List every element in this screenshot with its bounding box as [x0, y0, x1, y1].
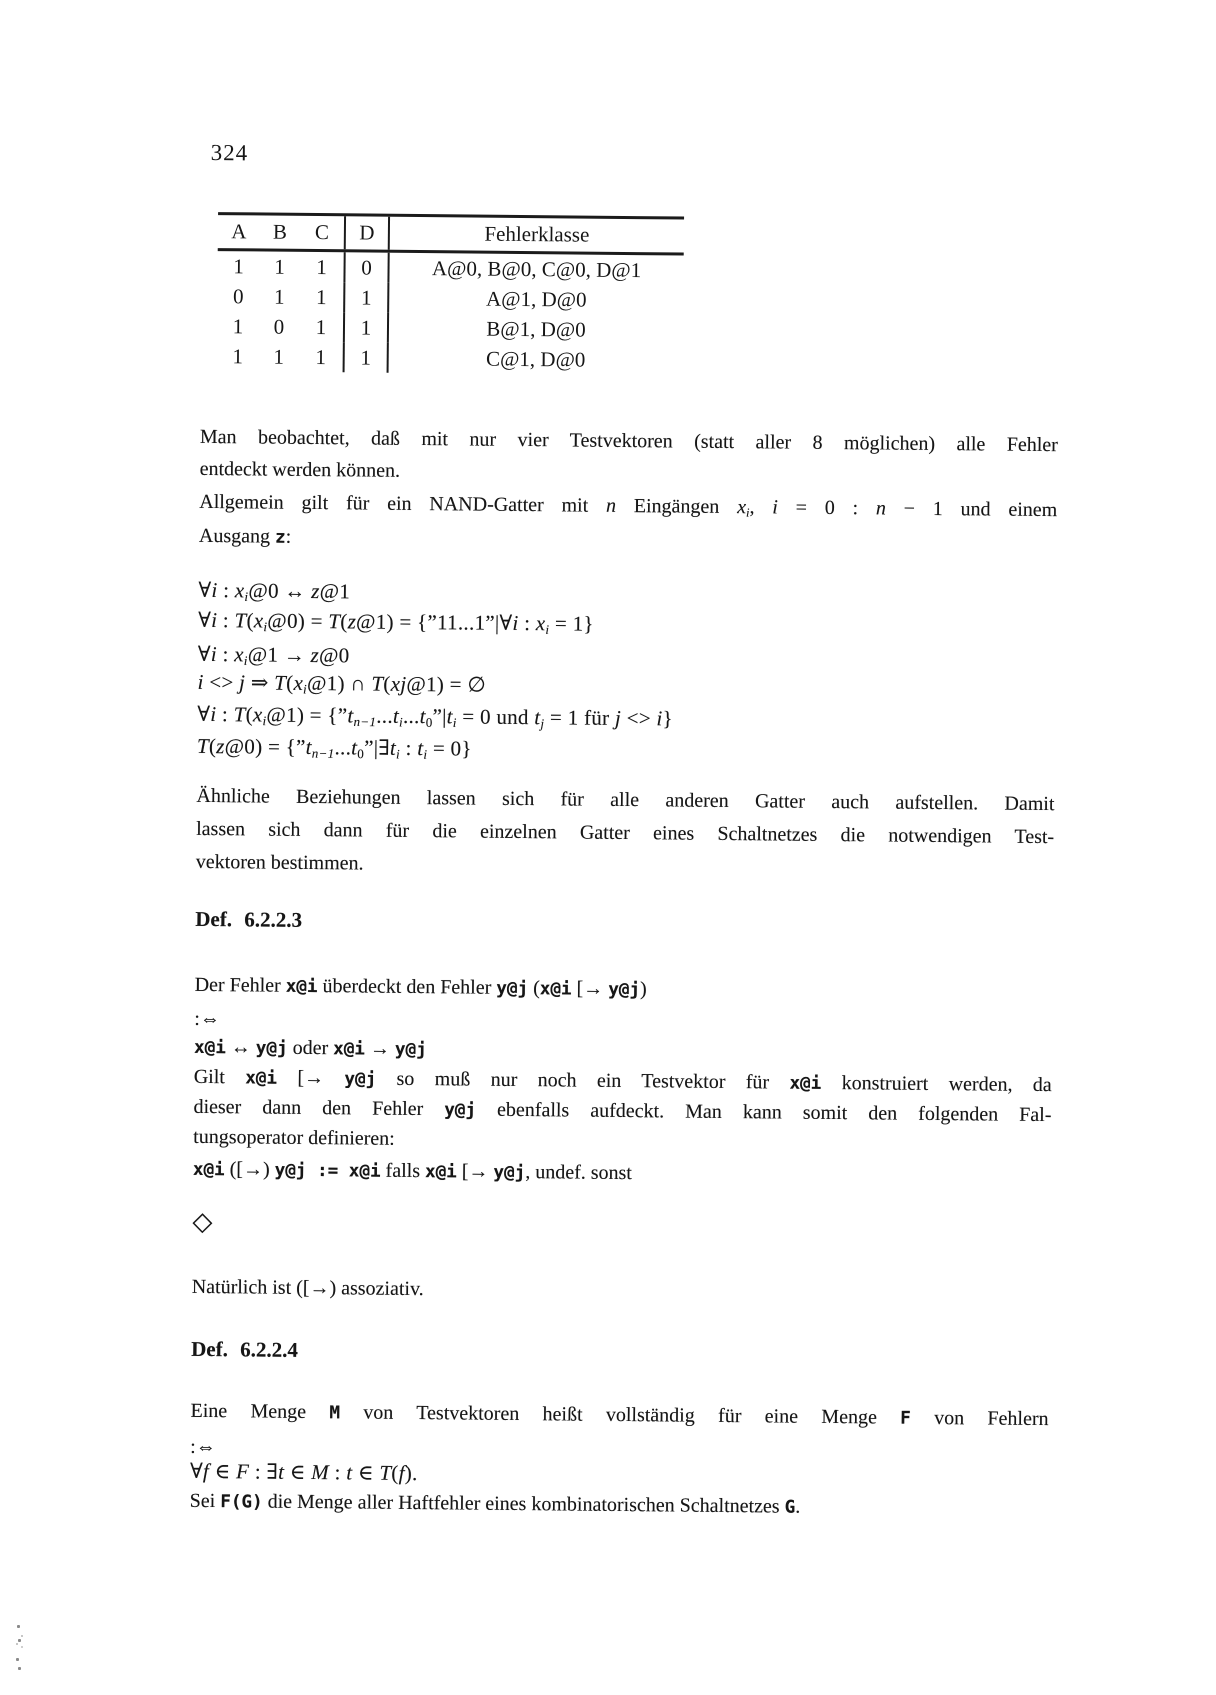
table-cell: 1: [316, 254, 327, 279]
table-cell: 0: [273, 314, 285, 339]
scan-speck: [18, 1639, 21, 1642]
formula-line: ∀i : xi@1 → z@0: [197, 641, 350, 669]
definition-line: tungsoperator definieren:: [193, 1125, 395, 1150]
table-header-cell: C: [314, 219, 330, 245]
paragraph-line: Ausgang z:: [198, 524, 292, 548]
table-row: [217, 251, 683, 285]
table-row: [217, 341, 683, 375]
scan-speck: [17, 1625, 20, 1628]
table-header-cell: Fehlerklasse: [484, 221, 590, 247]
table-cell: 1: [273, 284, 285, 309]
paragraph-line: entdeckt werden können.: [199, 457, 401, 482]
fault-class-table: [217, 212, 685, 375]
definition-line: :⇔: [194, 1007, 221, 1031]
definition-heading: Def. 6.2.2.3: [195, 906, 303, 932]
table-header-cell: B: [272, 219, 288, 244]
paragraph-line: Allgemein gilt für ein NAND-Gatter mit n Eingängen xi, i = 0 : n − 1 und einem: [199, 490, 1058, 522]
formula-line: ∀i : T(xi@0) = T(z@1) = {”11...1”|∀i : xi = 1}: [198, 607, 594, 637]
table-cell: 0: [343, 252, 389, 282]
page-number: 324: [210, 139, 249, 166]
formula-line: i <> j ⇒ T(xi@1) ∩ T(xj@1) = ∅: [197, 669, 487, 697]
paragraph-line: Man beobachtet, daß mit nur vier Testvektoren (statt aller 8 möglichen) alle Fehler: [199, 425, 1058, 457]
definition-line: x@i ↔ y@j oder x@i → y@j: [193, 1036, 427, 1061]
paragraph-line: vektoren bestimmen.: [195, 850, 364, 875]
scan-speck: [16, 1643, 18, 1645]
paragraph-line: Ähnliche Beziehungen lassen sich für alle anderen Gatter auch aufstellen. Damit: [196, 784, 1055, 816]
definition-line: Eine Menge M von Testvektoren heißt vollständig für eine Menge F von Fehlern: [190, 1399, 1049, 1431]
definition-line: Der Fehler x@i überdeckt den Fehler y@j (x@i [→ y@j): [194, 973, 647, 1001]
table-cell: 1: [343, 312, 389, 342]
table-cell: 0: [232, 283, 244, 308]
table-cell: 1: [343, 282, 389, 312]
definition-line: x@i ([→) y@j := x@i falls x@i [→ y@j, undef. sonst: [192, 1158, 633, 1185]
definition-line: dieser dann den Fehler y@j ebenfalls aufdeckt. Man kann somit den folgenden Fal-: [193, 1095, 1052, 1127]
scan-speck: [18, 1667, 21, 1670]
formula-line: ∀i : T(xi@1) = {”tn−1...ti...t0”|ti = 0 und tj = 1 für j <> i}: [197, 701, 674, 731]
table-cell-fault-class: A@0, B@0, C@0, D@1: [431, 255, 642, 282]
table-cell-fault-class: A@1, D@0: [485, 286, 587, 312]
scan-speck: [21, 1646, 23, 1648]
table-header-cell: A: [231, 219, 247, 244]
table-header-row: [218, 215, 684, 255]
definition-line: Sei F(G) die Menge aller Haftfehler eines kombinatorischen Schaltnetzes G.: [189, 1489, 801, 1518]
table-body: [217, 251, 684, 375]
definition-heading: Def. 6.2.2.4: [191, 1336, 299, 1362]
table-header-cell: D: [344, 216, 390, 249]
table-cell-fault-class: C@1, D@0: [485, 346, 586, 372]
scan-speck: [16, 1658, 19, 1661]
formula-line: ∀f ∈ F : ∃t ∈ M : t ∈ T(f).: [189, 1458, 418, 1486]
table-cell: 1: [274, 254, 285, 279]
definition-line: Gilt x@i [→ y@j so muß nur noch ein Testvektor für x@i konstruiert werden, da: [193, 1065, 1052, 1097]
table-cell: 1: [232, 313, 244, 338]
paragraph-line: Natürlich ist ([→) assoziativ.: [191, 1275, 424, 1301]
table-cell: 1: [315, 344, 327, 369]
table-row: [217, 281, 683, 315]
table-cell: 1: [315, 314, 327, 339]
table-cell: 1: [343, 342, 389, 372]
definition-line: :⇔: [190, 1435, 216, 1459]
end-of-definition-diamond-icon: ◇: [192, 1206, 213, 1237]
table-cell: 1: [232, 343, 244, 368]
table-cell-fault-class: B@1, D@0: [486, 316, 586, 342]
table-cell: 1: [315, 284, 327, 309]
table-cell: 1: [233, 253, 244, 278]
table-cell: 1: [273, 344, 285, 369]
scan-speck: [21, 1635, 23, 1637]
formula-line: T(z@0) = {”tn−1...t0”|∃ti : ti = 0}: [196, 733, 472, 762]
formula-line: ∀i : xi@0 ↔ z@1: [198, 577, 351, 605]
table-row: [217, 311, 683, 345]
paragraph-line: lassen sich dann für die einzelnen Gatter eines Schaltnetzes die notwendigen Test-: [196, 817, 1055, 849]
